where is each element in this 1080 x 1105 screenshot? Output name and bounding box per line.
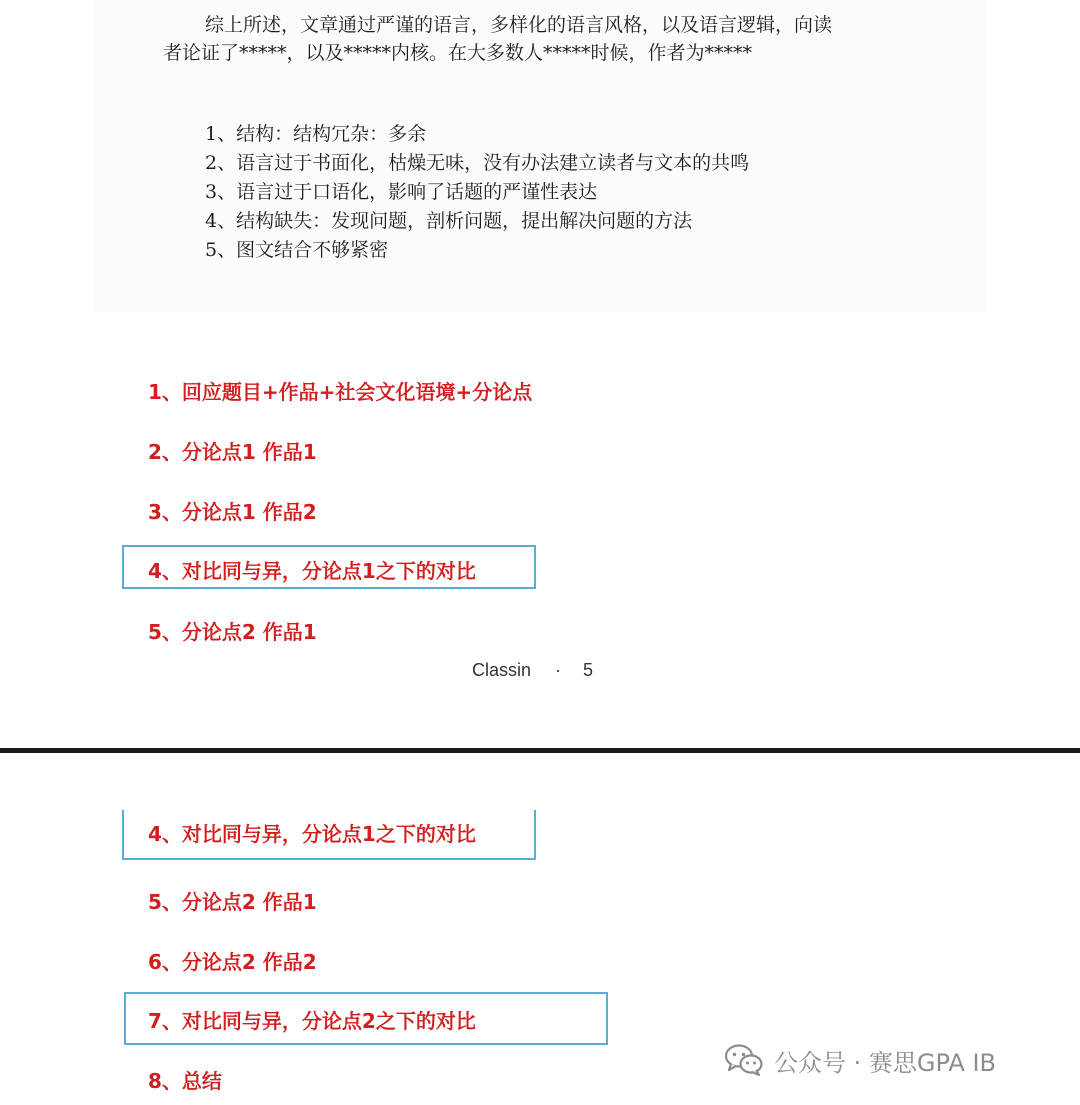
issue-item: 4、结构缺失：发现问题，剖析问题，提出解决问题的方法: [205, 210, 693, 232]
footer-app-name: Classin: [472, 660, 532, 680]
outline-item-5-partial: [120, 620, 540, 644]
outline-item-4: 4、对比同与异，分论点1之下的对比: [148, 559, 476, 583]
outline-item-6: 6、分论点2 作品2: [148, 950, 317, 974]
footer-separator: ·: [555, 660, 562, 680]
page-divider: [0, 748, 1080, 753]
outline-item-3: 3、分论点1 作品2: [148, 500, 317, 524]
outline-item-1: 1、回应题目+作品+社会文化语境+分论点: [148, 380, 533, 404]
issue-item: 1、结构：结构冗杂：多余: [205, 123, 427, 145]
issue-item: 5、图文结合不够紧密: [205, 239, 389, 261]
outline-item-5: 5、分论点2 作品1: [148, 890, 317, 914]
summary-line-1: 综上所述，文章通过严谨的语言，多样化的语言风格，以及语言逻辑，向读: [205, 14, 833, 36]
wechat-icon: [724, 1043, 764, 1077]
page-number: 5: [583, 660, 594, 680]
watermark: [724, 1040, 996, 1080]
issue-list: [205, 120, 749, 265]
summary-line-2: 者论证了*****，以及*****内核。在大多数人*****时候，作者为*****: [163, 42, 753, 64]
issue-item: 2、语言过于书面化，枯燥无味，没有办法建立读者与文本的共鸣: [205, 152, 750, 174]
outline-item-8: 8、总结: [148, 1069, 222, 1093]
page-footer: [472, 660, 593, 681]
outline-item-2: 2、分论点1 作品1: [148, 440, 317, 464]
issue-item: 3、语言过于口语化，影响了话题的严谨性表达: [205, 181, 598, 203]
watermark-text: 公众号 · 赛思GPA IB: [774, 1048, 997, 1077]
outline-item-5: 5、分论点2 作品1: [148, 620, 317, 644]
outline-item-7: 7、对比同与异，分论点2之下的对比: [148, 1009, 476, 1033]
outline-item-4-repeat: 4、对比同与异，分论点1之下的对比: [148, 822, 476, 846]
outline-item-4-partial: [120, 822, 540, 852]
